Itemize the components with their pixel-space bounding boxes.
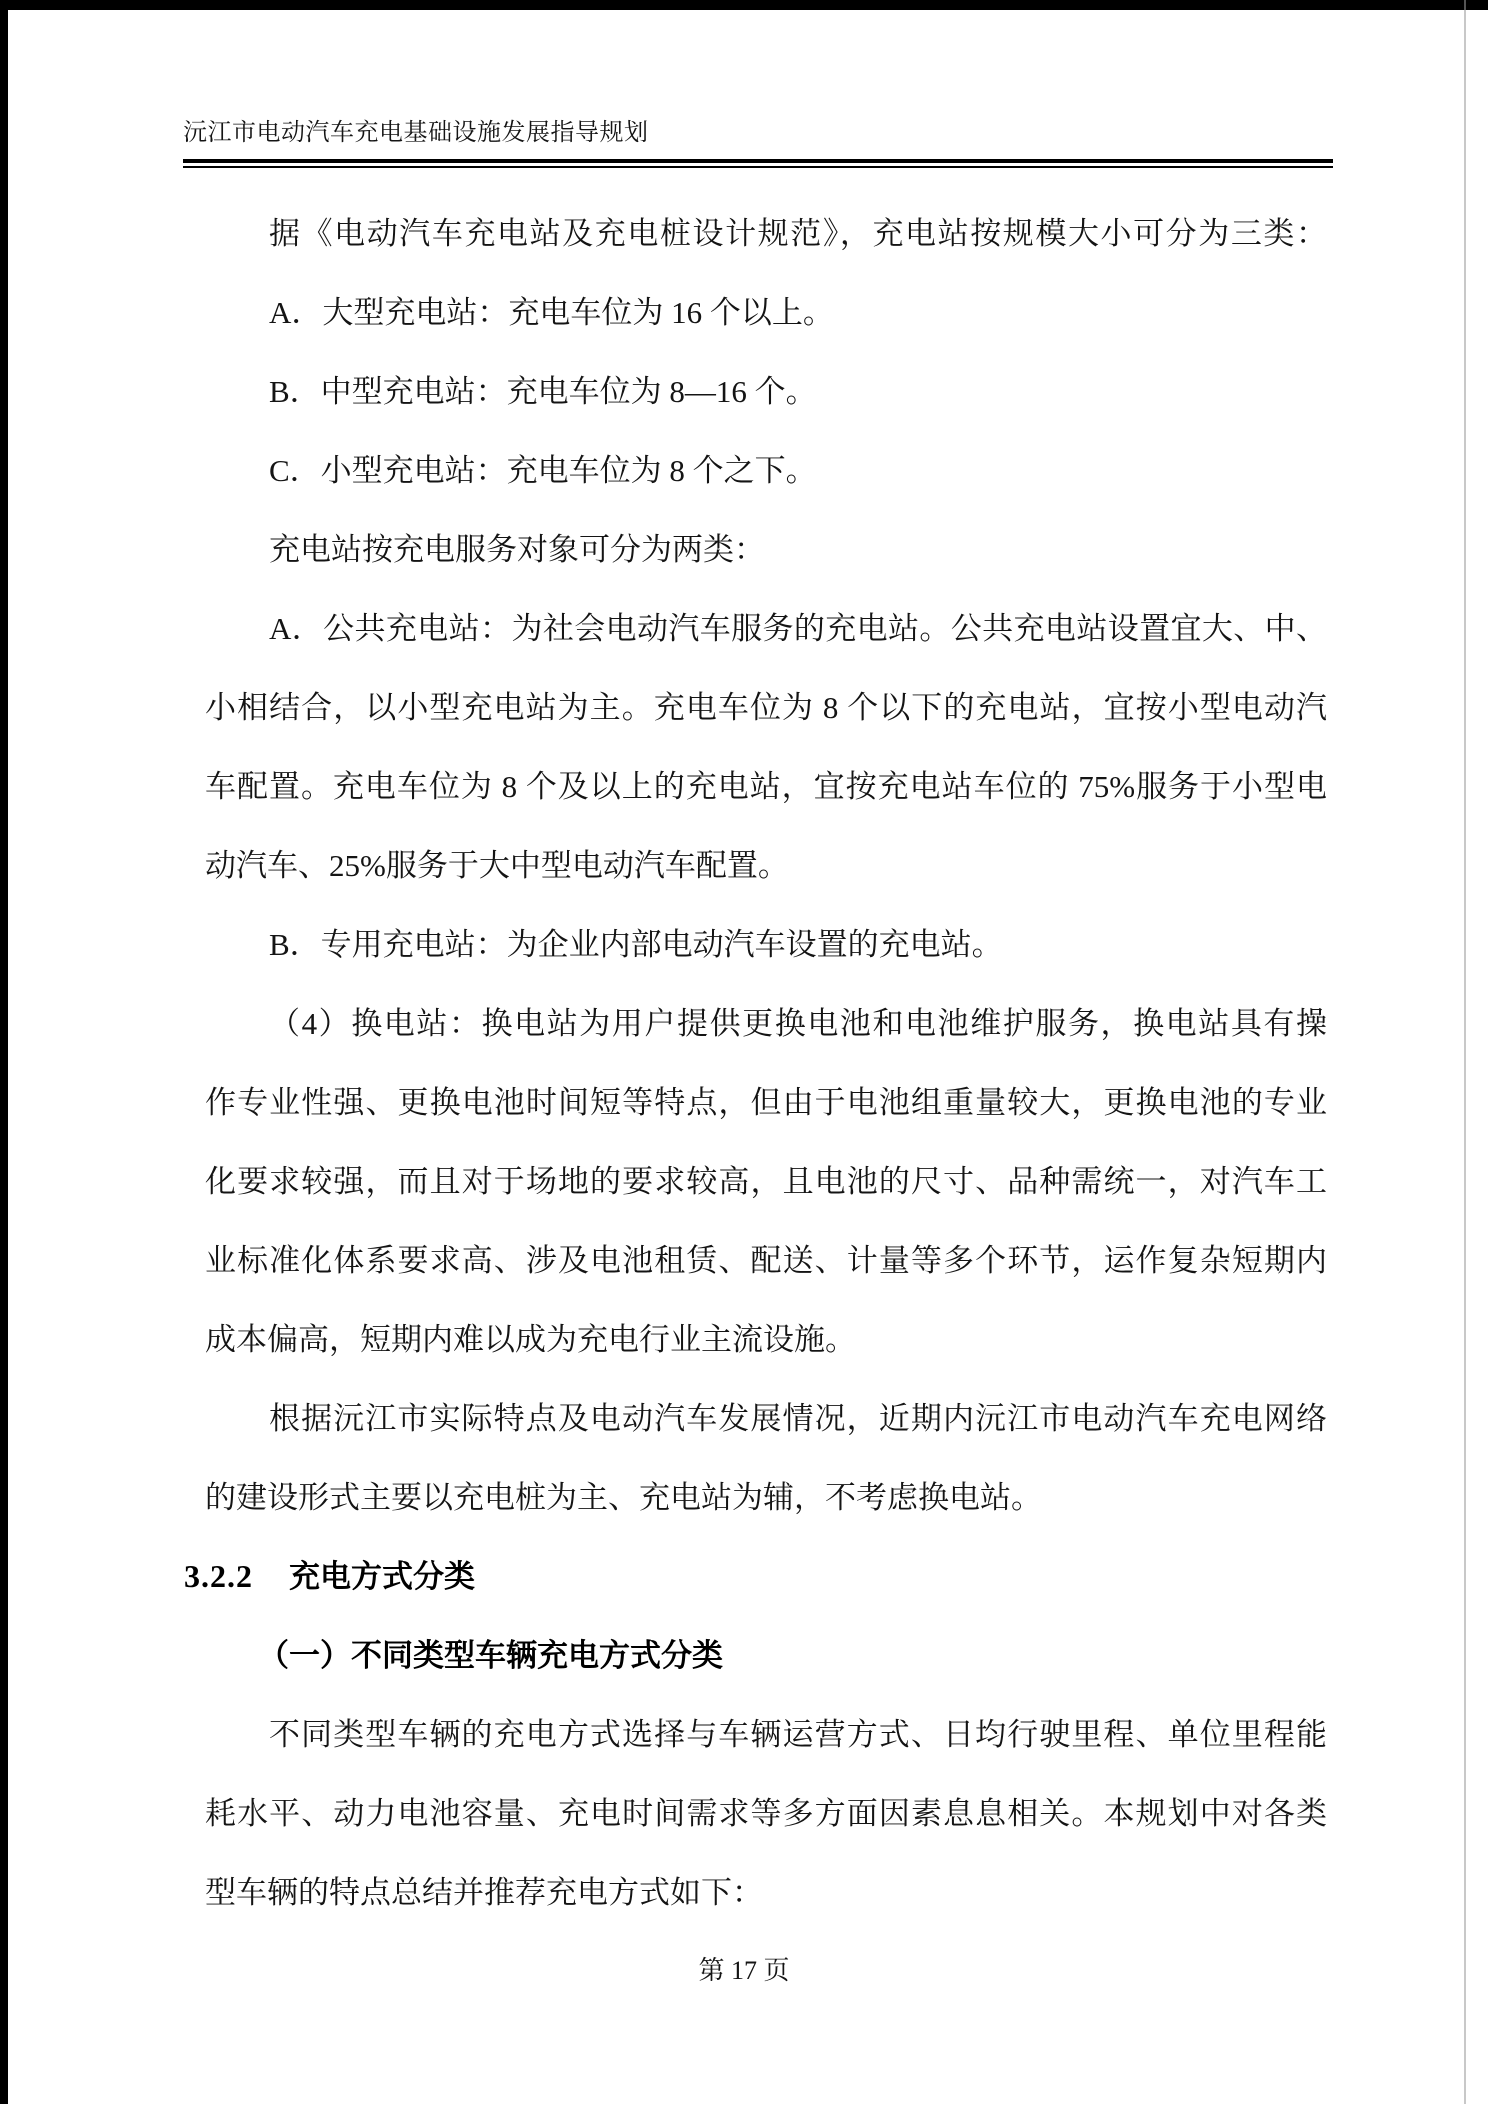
paragraph: [205, 194, 1327, 273]
text-line: B．专用充电站：为企业内部电动汽车设置的充电站。: [269, 927, 1003, 962]
text-line: 动汽车、25%服务于大中型电动汽车配置。: [205, 848, 789, 883]
paragraph: [205, 510, 1327, 589]
page-footer: [0, 1950, 1488, 1987]
header-title: 沅江市电动汽车充电基础设施发展指导规划: [183, 120, 649, 146]
paragraph: [205, 1379, 1327, 1537]
text-line: 作专业性强、更换电池时间短等特点，但由于电池组重量较大，更换电池的专业: [205, 1085, 1327, 1120]
text-line: C．小型充电站：充电车位为 8 个之下。: [269, 453, 817, 488]
paragraph: [205, 984, 1327, 1379]
section-title: 充电方式分类: [289, 1559, 475, 1594]
text-line: 型车辆的特点总结并推荐充电方式如下：: [205, 1875, 763, 1910]
text-line: （4）换电站：换电站为用户提供更换电池和电池维护服务，换电站具有操: [269, 1006, 1327, 1041]
section-heading: [184, 1537, 1327, 1616]
text-line: 业标准化体系要求高、涉及电池租赁、配送、计量等多个环节，运作复杂短期内: [205, 1243, 1327, 1278]
text-line: 耗水平、动力电池容量、充电时间需求等多方面因素息息相关。本规划中对各类: [205, 1796, 1327, 1831]
section-number: 3.2.2: [184, 1558, 253, 1594]
page-number: 第 17 页: [698, 1956, 790, 1985]
scan-edge-top: [0, 0, 1488, 10]
text-line: A．大型充电站：充电车位为 16 个以上。: [269, 295, 834, 330]
paragraph: [205, 273, 1327, 352]
text-line: 车配置。充电车位为 8 个及以上的充电站，宜按充电站车位的 75%服务于小型电: [205, 769, 1327, 804]
scan-edge-left: [0, 0, 8, 2104]
document-body: [184, 194, 1327, 1932]
paragraph: [205, 905, 1327, 984]
paragraph: [205, 1695, 1327, 1932]
text-line: 的建设形式主要以充电桩为主、充电站为辅，不考虑换电站。: [205, 1480, 1042, 1515]
text-line: 据《电动汽车充电站及充电桩设计规范》，充电站按规模大小可分为三类：: [269, 216, 1327, 251]
text-line: B．中型充电站：充电车位为 8—16 个。: [269, 374, 817, 409]
scan-fold-line: [1464, 0, 1466, 2104]
text-line: 小相结合，以小型充电站为主。充电车位为 8 个以下的充电站，宜按小型电动汽: [205, 690, 1327, 725]
paragraph: [205, 589, 1327, 905]
text-line: 化要求较强，而且对于场地的要求较高，且电池的尺寸、品种需统一，对汽车工: [205, 1164, 1327, 1199]
text-line: 不同类型车辆的充电方式选择与车辆运营方式、日均行驶里程、单位里程能: [269, 1717, 1327, 1752]
text-line: A．公共充电站：为社会电动汽车服务的充电站。公共充电站设置宜大、中、: [269, 611, 1327, 646]
page-header: [183, 118, 1333, 168]
paragraph: [205, 352, 1327, 431]
sub-heading: （一）不同类型车辆充电方式分类: [258, 1638, 723, 1673]
text-line: 充电站按充电服务对象可分为两类：: [269, 532, 765, 567]
text-line: 成本偏高，短期内难以成为充电行业主流设施。: [205, 1322, 856, 1357]
text-line: 根据沅江市实际特点及电动汽车发展情况，近期内沅江市电动汽车充电网络: [269, 1401, 1327, 1436]
header-rule: [183, 159, 1333, 168]
paragraph: [205, 431, 1327, 510]
